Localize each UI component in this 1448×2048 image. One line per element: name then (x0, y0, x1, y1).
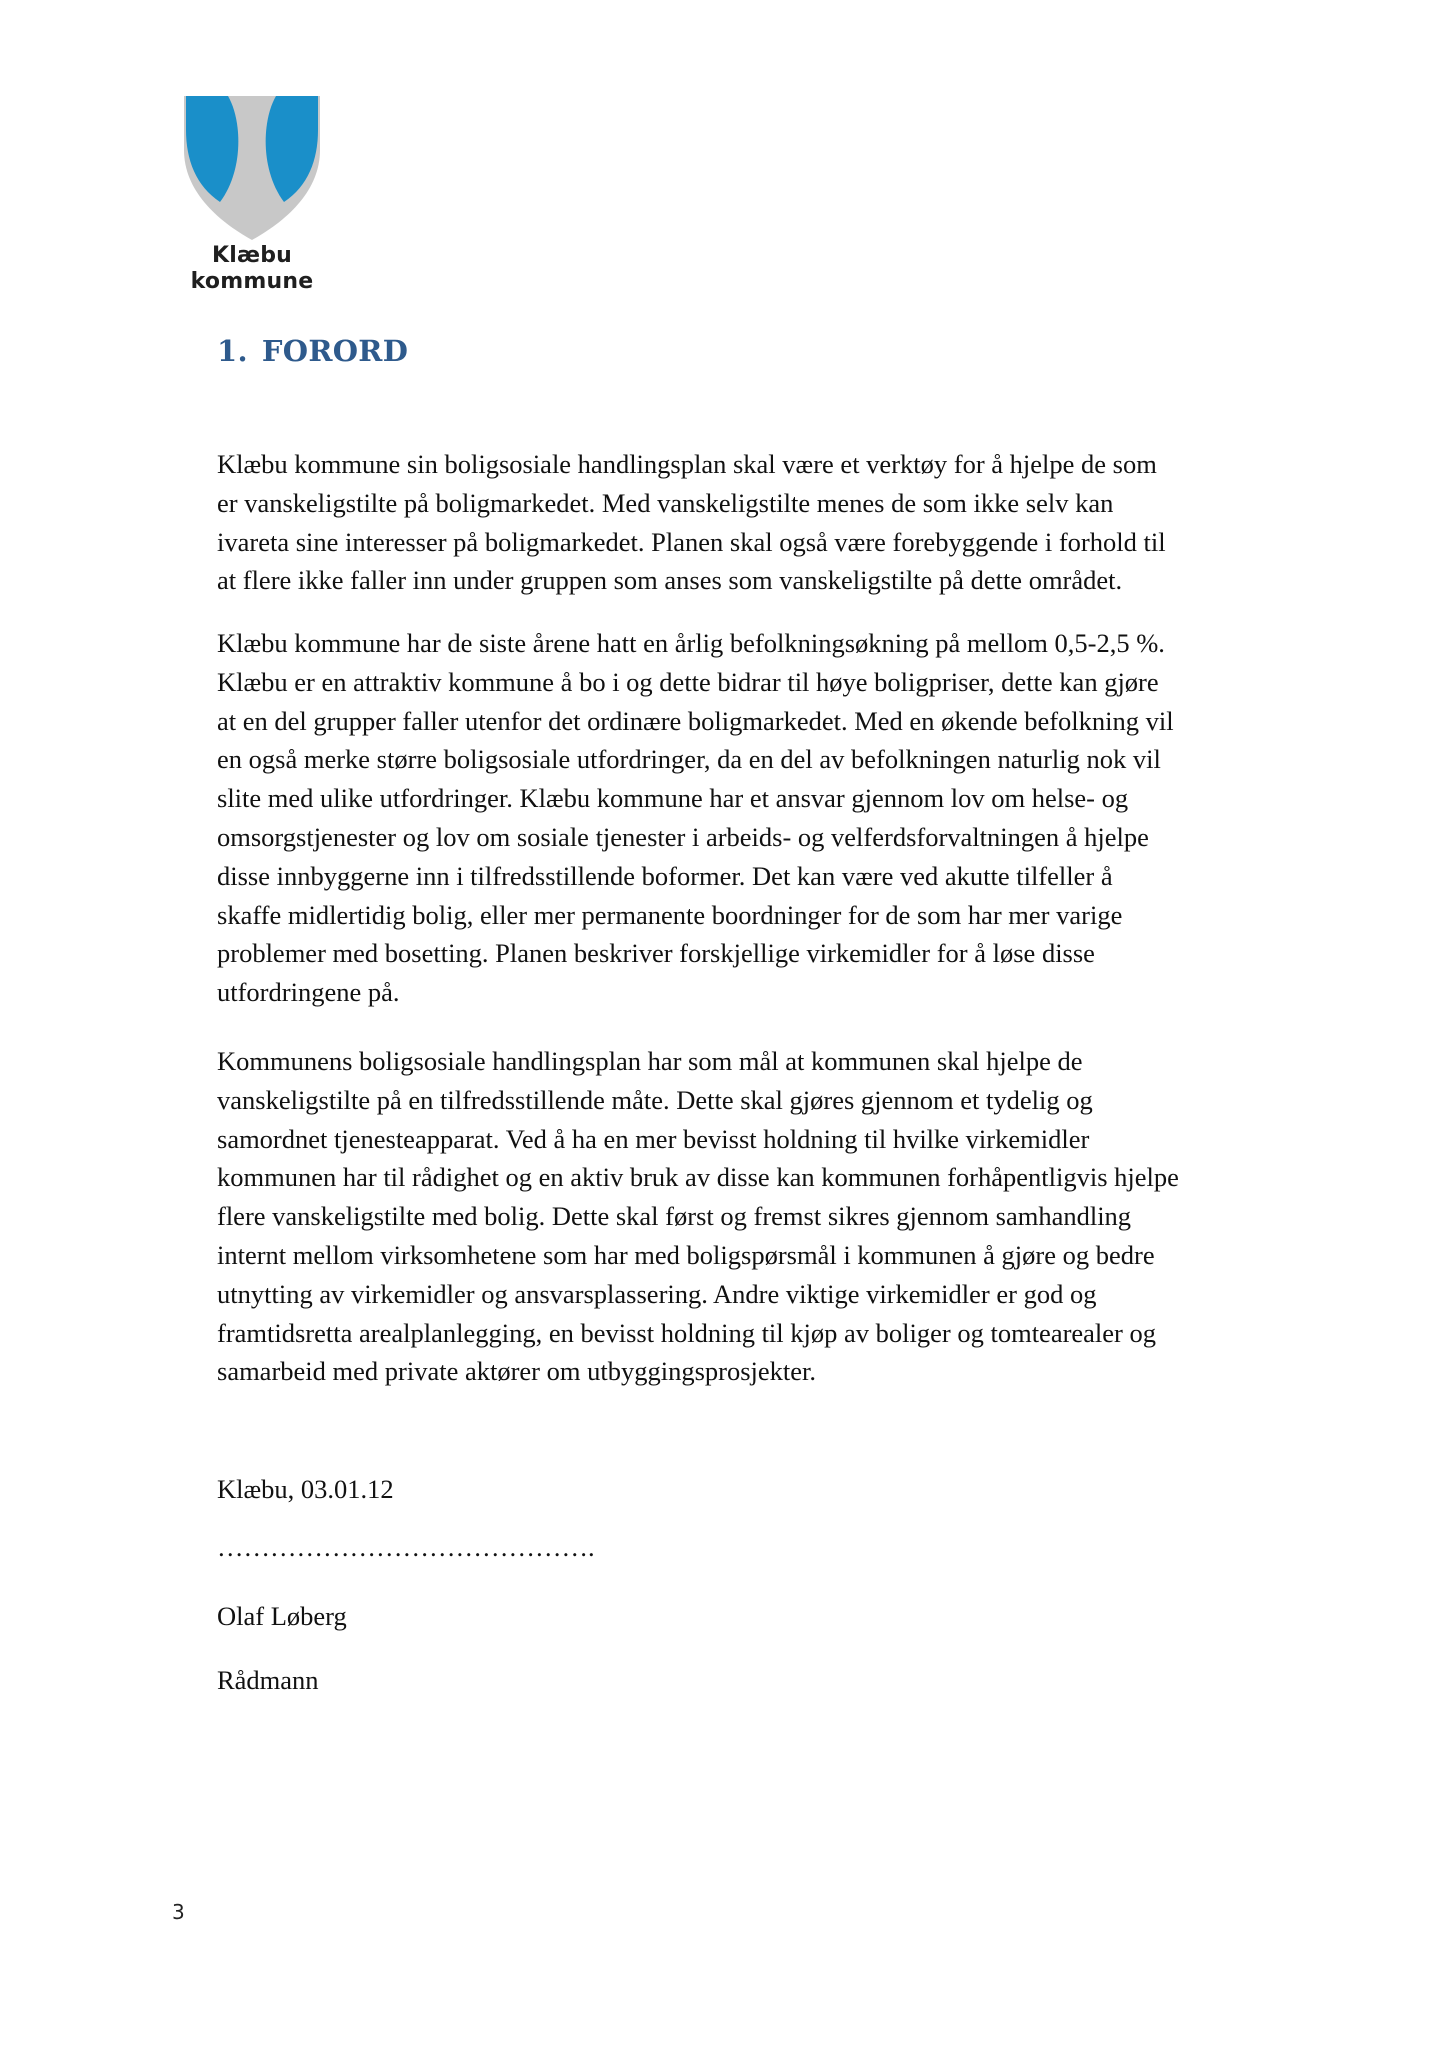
paragraph-2 (217, 624, 1317, 1012)
section-heading (217, 334, 408, 368)
text-line: internt mellom virksomhetene som har med boligspørsmål i kommunen å gjøre og bedre (217, 1239, 1155, 1270)
text-line: utnytting av virkemidler og ansvarsplassering. Andre viktige virkemidler er god og (217, 1278, 1097, 1309)
signatory-title: Rådmann (217, 1665, 319, 1695)
logo-text-klaebu: Klæbu (211, 243, 293, 268)
municipality-logo (178, 90, 326, 300)
text-line: Klæbu kommune har de siste årene hatt en årlig befolkningsøkning på mellom 0,5-2,5 %. (217, 628, 1165, 658)
text-line: Kommunens boligsosiale handlingsplan har som mål at kommunen skal hjelpe de (217, 1046, 1083, 1076)
text-line: er vanskeligstilte på boligmarkedet. Med vanskeligstilte menes de som ikke selv kan (217, 487, 1114, 518)
signature-place-date: Klæbu, 03.01.12 (217, 1474, 394, 1504)
text-line: samordnet tjenesteapparat. Ved å ha en mer bevisst holdning til hvilke virkemidler (217, 1123, 1090, 1154)
page-number: 3 (172, 1900, 185, 1924)
text-line: flere vanskeligstilte med bolig. Dette skal først og fremst sikres gjennom samhandling (217, 1201, 1132, 1232)
text-line: problemer med bosetting. Planen beskriver forskjellige virkemidler for å løse disse (217, 938, 1095, 969)
text-line: omsorgstjenester og lov om sosiale tjenester i arbeids- og velferdsforvaltningen å hjelpe (217, 821, 1149, 852)
text-line: at en del grupper faller utenfor det ordinære boligmarkedet. Med en økende befolkning vil (217, 705, 1174, 736)
text-line: samarbeid med private aktører om utbyggingsprosjekter. (217, 1356, 817, 1387)
text-line: framtidsretta arealplanlegging, en bevisst holdning til kjøp av boliger og tomtearealer og (217, 1317, 1157, 1348)
text-line: at flere ikke faller inn under gruppen som anses som vanskeligstilte på dette området. (217, 565, 1123, 596)
paragraph-1 (217, 445, 1317, 600)
logo-text-kommune: kommune (190, 269, 314, 294)
text-line: slite med ulike utfordringer. Klæbu kommune har et ansvar gjennom lov om helse- og (217, 783, 1129, 814)
text-line: ivareta sine interesser på boligmarkedet. Planen skal også være forebyggende i forhold til (217, 526, 1166, 557)
text-line: disse innbyggerne inn i tilfredsstillende boformer. Det kan være ved akutte tilfeller å (217, 860, 1113, 891)
section-title: FORORD (261, 334, 409, 368)
signatory-name: Olaf Løberg (217, 1601, 347, 1631)
section-number: 1. (217, 334, 248, 368)
text-line: kommunen har til rådighet og en aktiv bruk av disse kan kommunen forhåpentligvis hjelpe (217, 1162, 1179, 1193)
signature-line: ……………………………………. (217, 1532, 595, 1562)
text-line: Klæbu er en attraktiv kommune å bo i og dette bidrar til høye boligpriser, dette kan gjøre (217, 666, 1159, 697)
text-line: skaffe midlertidig bolig, eller mer permanente boordninger for de som har mer varige (217, 899, 1123, 930)
paragraph-3 (217, 1042, 1317, 1391)
text-line: Klæbu kommune sin boligsosiale handlingsplan skal være et verktøy for å hjelpe de som (217, 449, 1157, 479)
coat-of-arms-icon (178, 90, 326, 242)
text-line: vanskeligstilte på en tilfredsstillende måte. Dette skal gjøres gjennom et tydelig og (217, 1084, 1093, 1115)
text-line: en også merke større boligsosiale utfordringer, da en del av befolkningen naturlig nok vil (217, 744, 1161, 775)
text-line: utfordringene på. (217, 977, 400, 1008)
